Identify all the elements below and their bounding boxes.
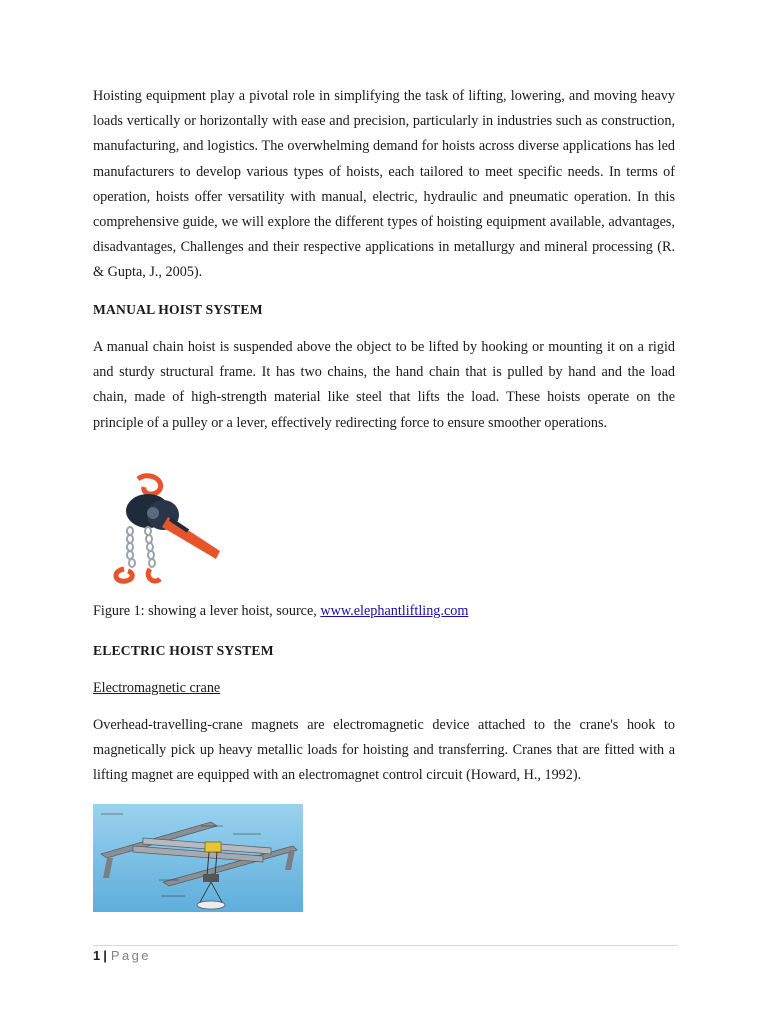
manual-hoist-paragraph: A manual chain hoist is suspended above the object to be lifted by hooking or mounting it on a rigid and sturdy structural frame. It has two chains, the hand chain that is pulled by hand and the load chain, made of high-strength material like steel that lifts the load. These hoists operate on the principle of a pulley or a lever, effectively redirecting force to ensure smoother operations.	[93, 339, 675, 431]
electromagnetic-crane-paragraph: Overhead-travelling-crane magnets are electromagnetic device attached to the crane's hook to magnetically pick up heavy metallic loads for hoisting and transferring. Cranes that are fitted with a lifting magnet are equipped with an electromagnet control circuit (Howard, H., 1992).	[93, 717, 675, 784]
figure-1-caption	[93, 603, 468, 620]
overhead-crane-illustration	[93, 804, 303, 912]
footer-separator: |	[103, 948, 107, 963]
page-label: Page	[110, 948, 151, 963]
elephantliftling-link[interactable]: www.elephantliftling.com	[320, 603, 469, 619]
overhead-crane-figure	[93, 804, 303, 912]
page-footer	[93, 948, 151, 963]
footer-divider	[93, 945, 678, 946]
manual-hoist-heading: MANUAL HOIST SYSTEM	[93, 302, 263, 317]
lever-hoist-figure	[108, 473, 226, 585]
intro-paragraph: Hoisting equipment play a pivotal role in simplifying the task of lifting, lowering, and moving heavy loads vertically or horizontally with ease and precision, particularly in industries such as construction, manufacturing, and logistics. The overwhelming demand for hoists across diverse applications has led manufacturers to develop various types of hoists, each tailored to meet specific needs. In terms of operation, hoists offer versatility with manual, electric, hydraulic and pneumatic operation. In this comprehensive guide, we will explore the different types of hoisting equipment available, advantages, disadvantages, Challenges and their respective applications in metallurgy and mineral processing (R. & Gupta, J., 2005).	[93, 88, 675, 281]
figure-1-caption-text: Figure 1: showing a lever hoist, source,	[93, 603, 321, 619]
lever-hoist-illustration	[108, 473, 226, 585]
page-number: 1	[93, 948, 101, 963]
electric-hoist-heading: ELECTRIC HOIST SYSTEM	[93, 643, 274, 658]
electromagnetic-crane-subheading: Electromagnetic crane	[93, 680, 221, 696]
